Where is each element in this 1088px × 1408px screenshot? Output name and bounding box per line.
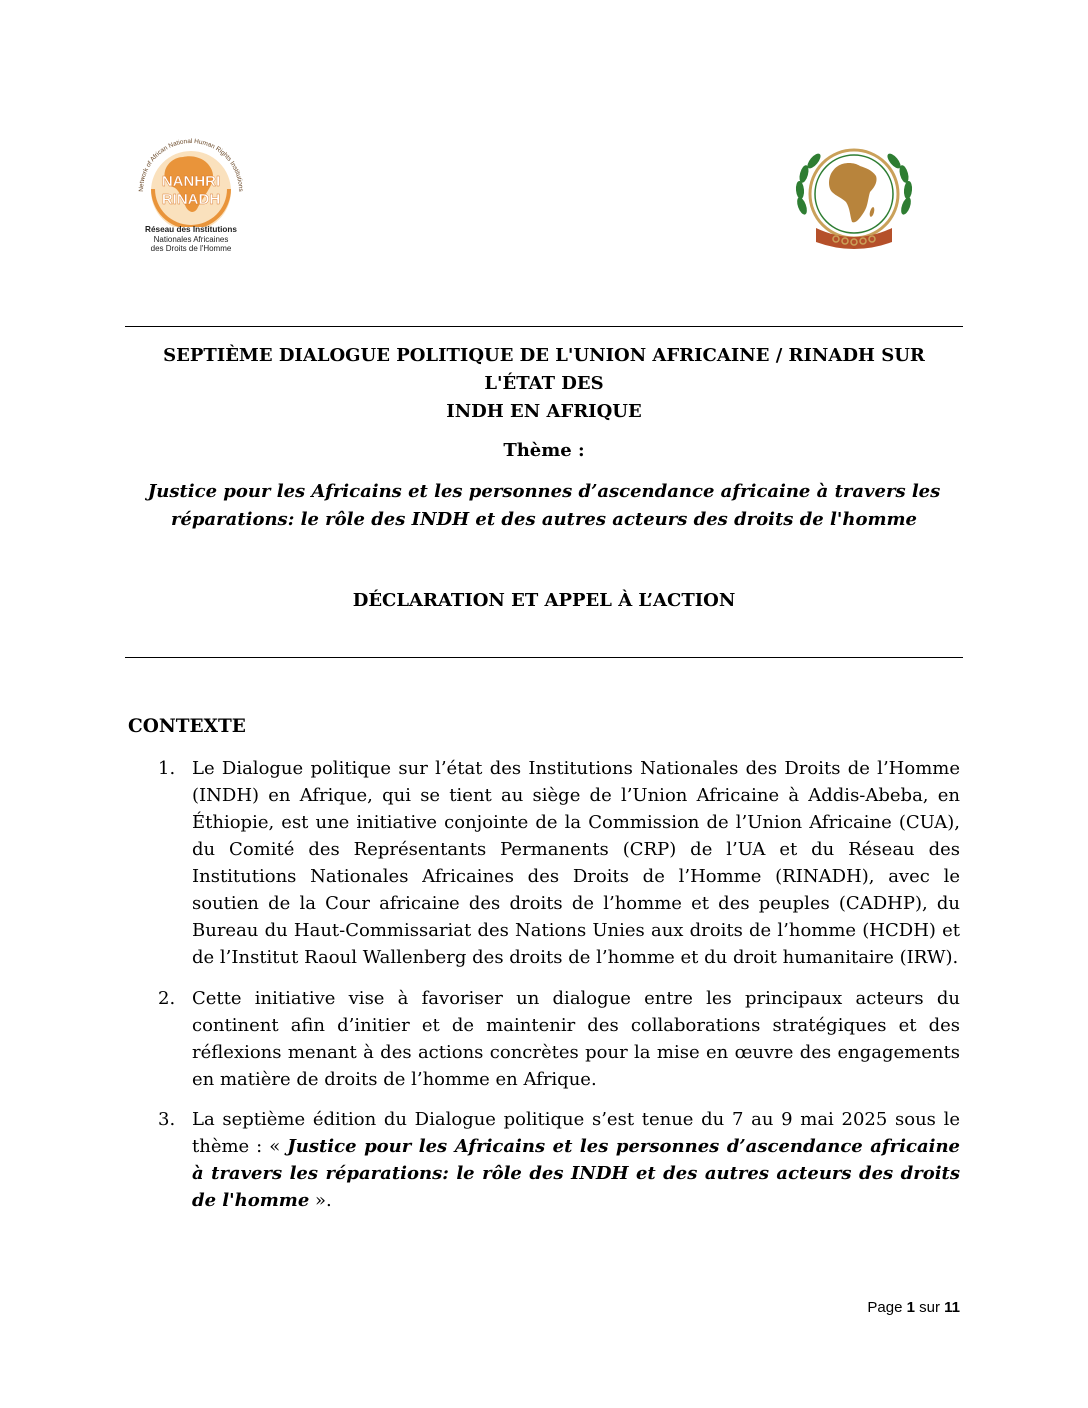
list-item-number: 3. [158, 1109, 176, 1130]
top-divider [125, 326, 963, 327]
theme-text-line-1: Justice pour les Africains et les personnes d’ascendance africaine à travers les [147, 481, 941, 502]
list-item-number: 1. [158, 758, 176, 779]
page-total: 11 [944, 1299, 960, 1316]
list-item-text: Le Dialogue politique sur l’état des Institutions Nationales des Droits de l’Homme (INDH) en Afrique, qui se tient au siège de l’Union Africaine à Addis-Abeba, en Éthiopie, est une initiative conjointe de la Commission de l’Union Africaine (CUA), du Comité des Représentants Permanents (CRP) de l’UA et du Réseau des Institutions Nationales Africaines des Droits de l’Homme (RINADH), avec le soutien de la Cour africaine des droits de l’homme et des peuples (CADHP), du Bureau du Haut-Commissariat des Nations Unies aux droits de l’homme (HCDH) et de l’Institut Raoul Wallenberg des droits de l’homme et du droit humanitaire (IRW). [192, 758, 960, 968]
list-item-text-emphasis: Justice pour les Africains et les personnes d’ascendance africaine à travers les réparations: le rôle des INDH et des autres acteurs des droits de l'homme [192, 1136, 960, 1211]
document-title-line-2: INDH EN AFRIQUE [446, 401, 642, 422]
african-union-emblem-icon [788, 146, 920, 256]
nanhri-wordmark: NANHRI [161, 173, 221, 190]
african-union-logo [788, 146, 920, 256]
list-item-text: Cette initiative vise à favoriser un dialogue entre les principaux acteurs du continent afin d’initier et de maintenir des collaborations stratégiques et des réflexions menant à des actions concrètes pour la mise en œuvre des engagements en matière de droits de l’homme en Afrique. [192, 988, 960, 1090]
rinadh-wordmark: RINADH [161, 191, 221, 208]
list-item-text [192, 1106, 960, 1214]
theme-label: Thème : [503, 440, 585, 461]
list-item-number: 2. [158, 988, 176, 1009]
nanhri-subtitle-2: Nationales Africaines [153, 235, 229, 244]
declaration-title: DÉCLARATION ET APPEL À L’ACTION [352, 590, 736, 611]
bottom-divider [125, 657, 963, 658]
nanhri-arc-text: Network of African National Human Rights Institutions [137, 137, 245, 192]
theme-text [125, 478, 963, 534]
page-middle: sur [914, 1299, 945, 1316]
nanhri-emblem-icon [127, 127, 255, 227]
nanhri-subtitle-3: des Droits de l'Homme [150, 244, 232, 253]
page-number-footer [867, 1297, 960, 1319]
nanhri-logo [127, 127, 255, 259]
theme-text-line-2: réparations: le rôle des INDH et des autres acteurs des droits de l'homme [170, 509, 917, 530]
document-title [125, 342, 963, 426]
list-item-text-before: La septième édition du Dialogue politique s’est tenue du 7 au 9 mai 2025 sous le thème : « [192, 1109, 960, 1157]
nanhri-subtitle-1: Réseau des Institutions [145, 225, 237, 234]
section-heading-contexte: CONTEXTE [128, 716, 246, 737]
page-current: 1 [906, 1299, 915, 1316]
document-title-line-1: SEPTIÈME DIALOGUE POLITIQUE DE L'UNION AFRICAINE / RINADH SUR L'ÉTAT DES [163, 345, 925, 394]
page-prefix: Page [867, 1299, 907, 1316]
list-item-text-after: ». [309, 1190, 332, 1211]
